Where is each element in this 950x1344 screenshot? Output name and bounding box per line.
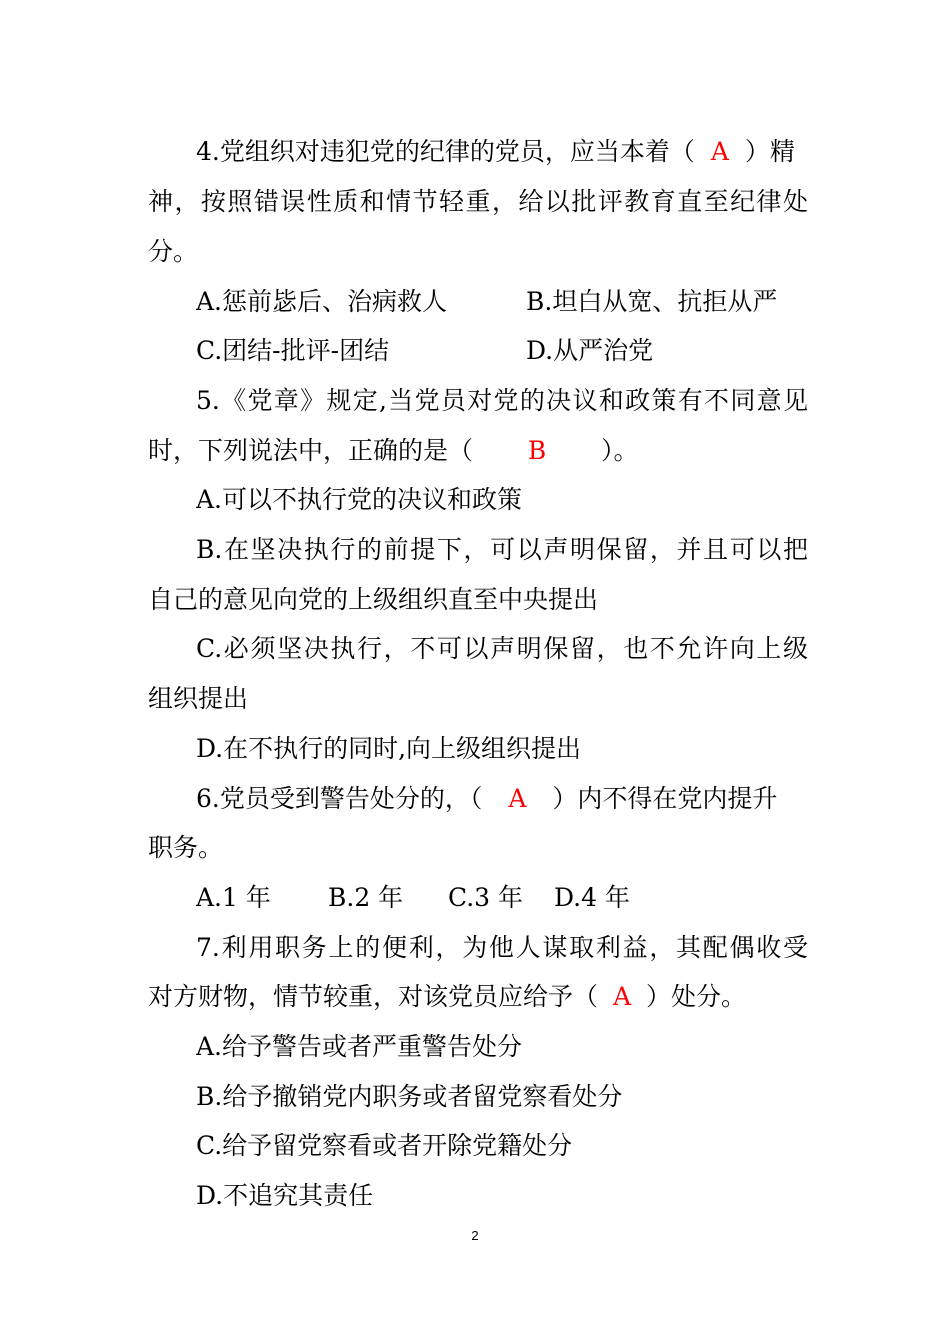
question-5-answer: B [527,436,547,465]
question-7-option-b: B.给予撤销党内职务或者留党察看处分 [196,1082,623,1111]
question-4-stem-before: 4.党组织对违犯党的纪律的党员，应当本着（ [196,137,695,166]
question-7-stem-after: ）处分。 [646,982,747,1011]
question-6-option-d: D.4 年 [554,883,630,912]
question-7-option-d: D.不追究其责任 [196,1181,374,1210]
question-7-stem-before: 对方财物，情节较重，对该党员应给予（ [148,982,599,1011]
question-7-answer: A [612,982,632,1011]
question-7-option-c: C.给予留党察看或者开除党籍处分 [196,1131,573,1160]
question-4-stem-after: ）精 [744,137,795,166]
question-4-option-d: D.从严治党 [526,336,654,365]
question-6-stem-after: ）内不得在党内提升 [552,784,778,813]
question-6-answer: A [508,784,527,813]
question-4-answer: A [710,137,729,166]
question-6-option-c: C.3 年 [448,883,524,912]
question-5-option-b-line-1: B.在坚决执行的前提下，可以声明保留，并且可以把 [196,535,808,564]
question-6-option-b: B.2 年 [328,883,404,912]
page-number: 2 [471,1228,479,1243]
question-4-stem-line-2: 神，按照错误性质和情节轻重，给以批评教育直至纪律处 [148,187,808,216]
question-4-option-b: B.坦白从宽、抗拒从严 [526,287,778,316]
question-7-stem-line-2 [148,977,808,1017]
question-6-options-row [196,878,808,918]
question-5-option-c-line-2: 组织提出 [148,684,249,713]
question-5-stem-line-2 [148,431,808,471]
question-4-option-a: A.惩前毖后、治病救人 [196,287,448,316]
question-5-stem-after: ）。 [601,436,639,465]
question-6-stem-line-2: 职务。 [148,833,224,862]
question-5-option-a: A.可以不执行党的决议和政策 [196,485,523,514]
question-4-stem-line-1 [196,132,808,172]
question-6-stem-before: 6.党员受到警告处分的，（ [196,784,483,813]
question-7-option-a: A.给予警告或者严重警告处分 [196,1032,523,1061]
question-4-options-row-2 [196,331,808,371]
question-5-option-b-line-2: 自己的意见向党的上级组织直至中央提出 [148,585,599,614]
question-5-option-d: D.在不执行的同时,向上级组织提出 [196,734,582,763]
question-6-stem-line-1 [196,779,808,819]
question-5-stem-line-1: 5.《党章》规定,当党员对党的决议和政策有不同意见 [196,386,808,415]
question-5-stem-before: 时，下列说法中，正确的是（ [148,436,474,465]
question-4-options-row-1 [196,282,808,322]
question-6-option-a: A.1 年 [196,883,271,912]
question-4-stem-line-3: 分。 [148,237,199,266]
question-7-stem-line-1: 7.利用职务上的便利，为他人谋取利益，其配偶收受 [196,933,808,962]
question-4-option-c: C.团结-批评-团结 [196,336,390,365]
question-5-option-c-line-1: C.必须坚决执行，不可以声明保留，也不允许向上级 [196,634,808,663]
